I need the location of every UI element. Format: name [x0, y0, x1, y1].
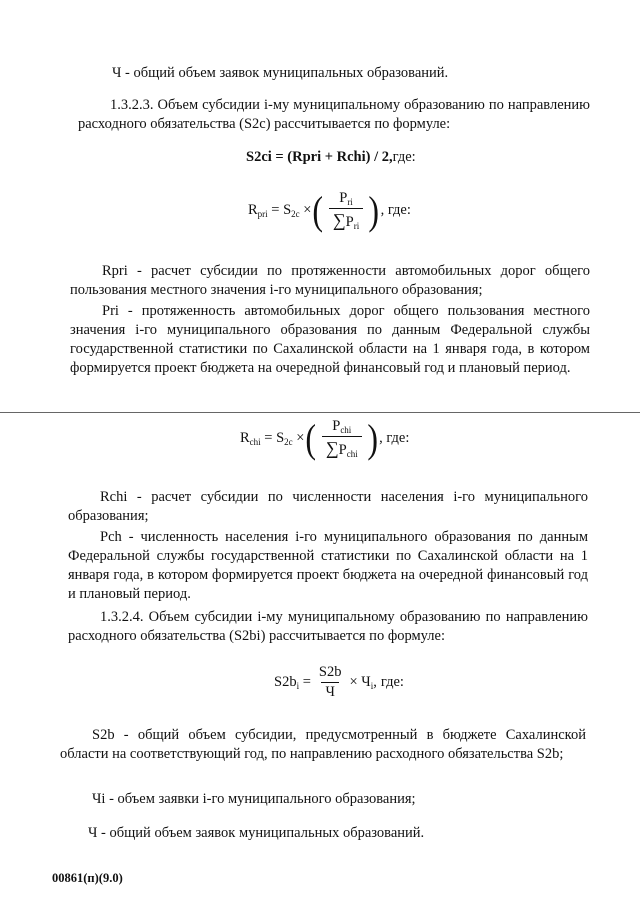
ch-definition-top: Ч - общий объем заявок муниципальных образований.	[112, 65, 449, 81]
left-paren: (	[305, 415, 317, 461]
left-paren: (	[312, 187, 324, 233]
pri-definition: Pri - протяженность автомобильных дорог общего пользования местного значения i-го муниципального образования по данным Федеральной службы государственной статистики по Сахалинской области на 1 января года, в котором формируется проект бюджета на очередной финансовый год и плановый период.	[70, 303, 590, 376]
formula-s2ci-text: S2ci = (Rpri + Rchi) / 2,	[246, 149, 393, 165]
section-1-3-2-3: 1.3.2.3. Объем субсидии i-му муниципальному образованию по направлению расходного обязательства (S2c) рассчитывается по формуле:	[78, 97, 590, 132]
formula-s2bi-lhs: $S2b_i$ =	[274, 674, 311, 691]
rchi-definition: Rchi - расчет субсидии по численности населения i-го муниципального образования;	[68, 489, 588, 524]
formula-s2bi-rhs: × $Ч_i$,	[349, 674, 377, 691]
formula-rpri-lhs: $R_{pri} = S_{2c}$ ×	[248, 202, 312, 219]
rpri-definition: Rpri - расчет субсидии по протяженности автомобильных дорог общего пользования местного значения i-го муниципального образования;	[70, 263, 590, 298]
formula-rchi	[240, 415, 410, 461]
formula-rchi-where: , где:	[379, 430, 410, 446]
ch-definition-bottom: Ч - общий объем заявок муниципальных образований.	[88, 825, 425, 841]
chi-definition: Чi - объем заявки i-го муниципального образования;	[92, 791, 416, 807]
formula-s2bi-where: где:	[380, 674, 404, 690]
formula-s2ci	[246, 149, 416, 166]
pch-definition: Pch - численность населения i-го муниципального образования по данным Федеральной службы государственной статистики по Сахалинской области на 1 января года, в котором формируется проект бюджета на очередной финансовый год и плановый период.	[68, 529, 588, 602]
scan-line	[0, 412, 640, 413]
fraction-chi: $\frac{P_{chi}}{\sum P_{chi}}$	[322, 418, 362, 459]
formula-rpri-where: , где:	[380, 202, 411, 218]
formula-rpri	[248, 187, 411, 233]
right-paren: )	[368, 187, 380, 233]
right-paren: )	[367, 415, 378, 461]
document-code: 00861(п)(9.0)	[52, 871, 123, 885]
formula-s2bi	[274, 664, 404, 701]
formula-rchi-lhs: $R_{chi} = S_{2c}$ ×	[240, 430, 305, 447]
s2b-definition: S2b - общий объем субсидии, предусмотренный в бюджете Сахалинской области на соответствующий год, по направлению расходного обязательства S2b;	[60, 727, 586, 762]
formula-s2ci-where: где:	[392, 149, 416, 165]
fraction-pri: $\frac{P_{ri}}{\sum P_{ri}}$	[329, 190, 363, 231]
section-1-3-2-4: 1.3.2.4. Объем субсидии i-му муниципальному образованию по направлению расходного обязательства (S2bi) рассчитывается по формуле:	[68, 609, 588, 644]
fraction-s2b: $\frac{S2b}{Ч}$	[318, 664, 342, 700]
